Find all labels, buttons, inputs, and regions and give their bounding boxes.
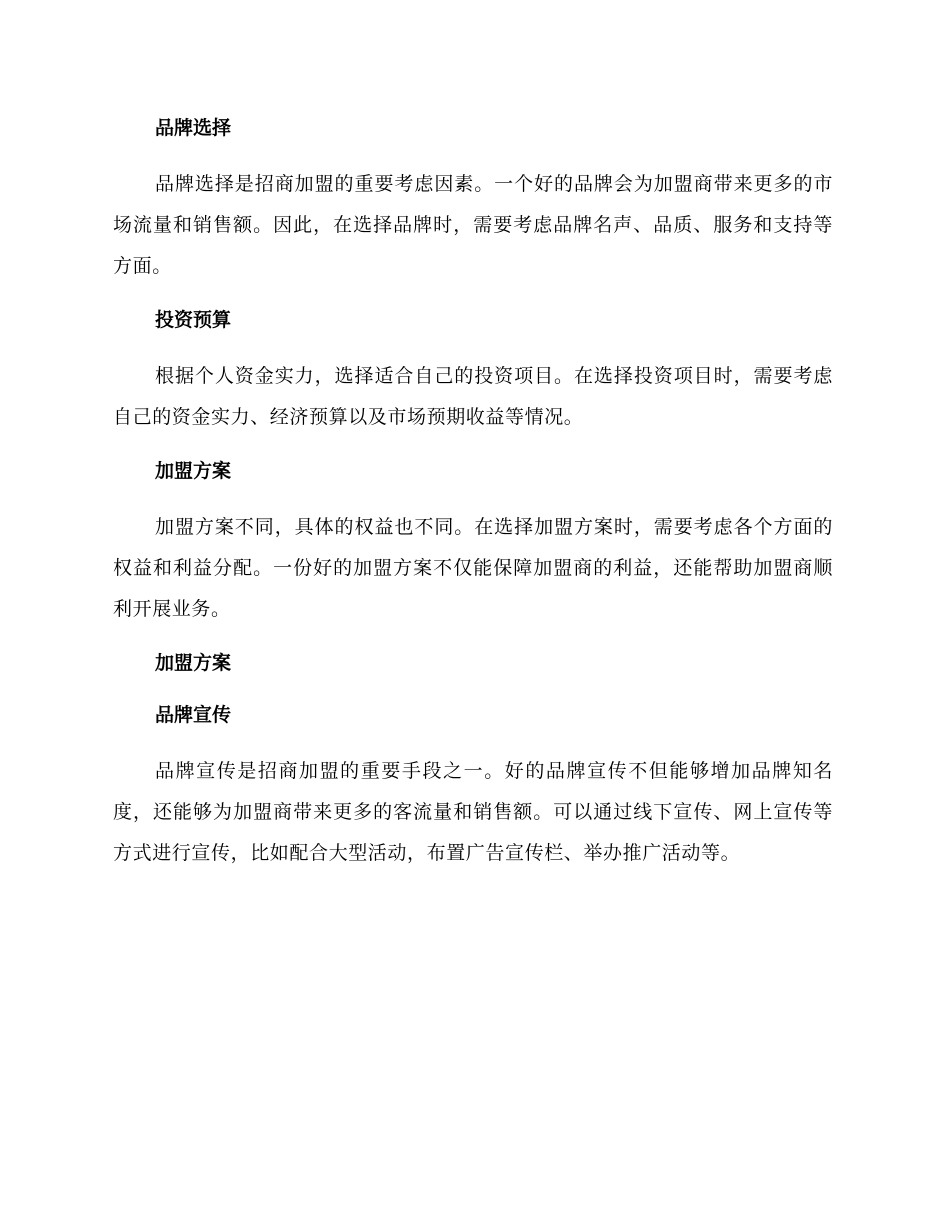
section-paragraph: 加盟方案不同，具体的权益也不同。在选择加盟方案时，需要考虑各个方面的权益和利益分配。一份好的加盟方案不仅能保障加盟商的利益，还能帮助加盟商顺利开展业务。	[113, 516, 833, 620]
section-heading: 品牌选择	[155, 117, 232, 139]
section-heading: 投资预算	[155, 309, 232, 331]
section-paragraph: 品牌宣传是招商加盟的重要手段之一。好的品牌宣传不但能够增加品牌知名度，还能够为加盟商带来更多的客流量和销售额。可以通过线下宣传、网上宣传等方式进行宣传，比如配合大型活动，布置广告宣传栏、举办推广活动等。	[113, 760, 833, 864]
section-paragraph: 品牌选择是招商加盟的重要考虑因素。一个好的品牌会为加盟商带来更多的市场流量和销售额。因此，在选择品牌时，需要考虑品牌名声、品质、服务和支持等方面。	[113, 173, 833, 277]
section-paragraph: 根据个人资金实力，选择适合自己的投资项目。在选择投资项目时，需要考虑自己的资金实力、经济预算以及市场预期收益等情况。	[113, 365, 833, 428]
section-heading: 加盟方案	[155, 652, 232, 674]
document-page	[113, 112, 833, 891]
section-heading: 品牌宣传	[155, 704, 232, 726]
section-heading: 加盟方案	[155, 460, 232, 482]
